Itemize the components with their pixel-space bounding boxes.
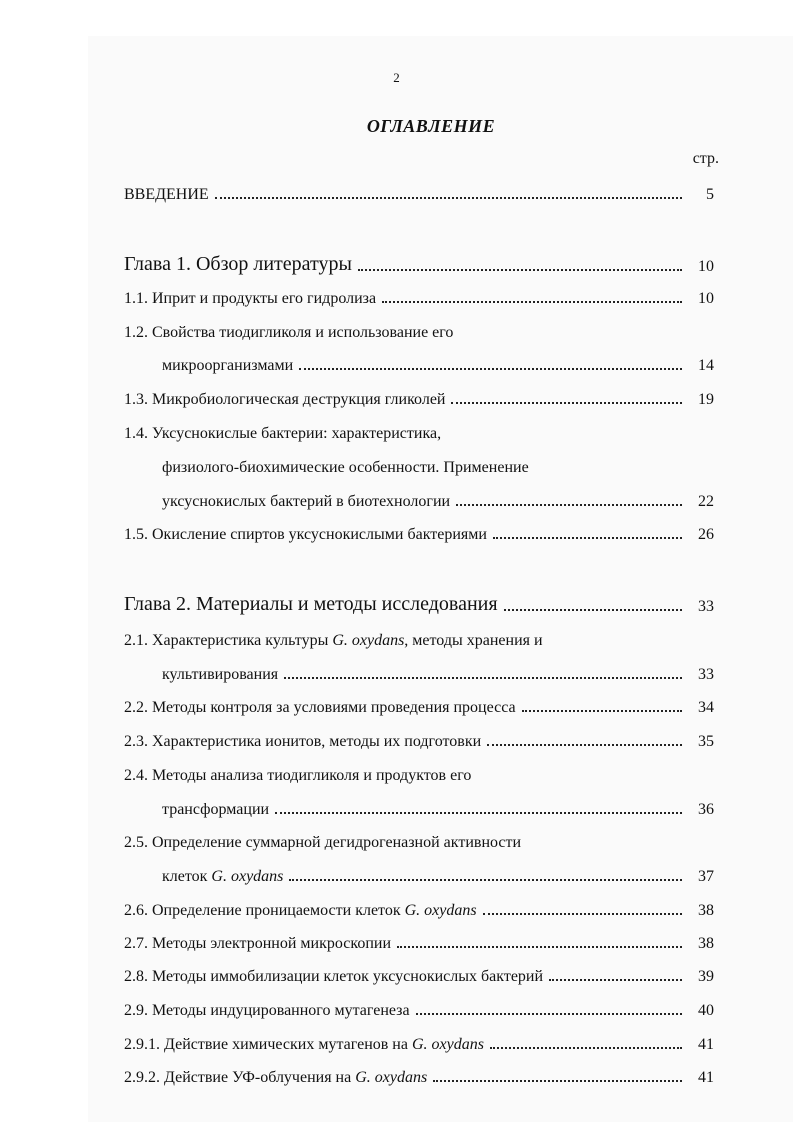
toc-entry-1-3[interactable]: 1.3. Микробиологическая деструкция гликолей 19 — [124, 391, 714, 408]
toc-entry-2-4-cont[interactable]: трансформации 36 — [162, 801, 714, 818]
toc-entry-2-1[interactable]: 2.1. Характеристика культуры G. oxydans, методы хранения и — [124, 632, 543, 649]
toc-entry-chapter-2[interactable]: Глава 2. Материалы и методы исследования 33 — [124, 593, 714, 615]
toc-entry-1-2[interactable]: 1.2. Свойства тиодигликоля и использование его — [124, 324, 454, 341]
toc-entry-chapter-1[interactable]: Глава 1. Обзор литературы 10 — [124, 253, 714, 275]
toc-entry-2-6[interactable]: 2.6. Определение проницаемости клеток G. oxydans 38 — [124, 902, 714, 919]
toc-entry-introduction[interactable]: ВВЕДЕНИЕ 5 — [124, 186, 714, 203]
toc-entry-2-9-1[interactable]: 2.9.1. Действие химических мутагенов на G. oxydans 41 — [124, 1036, 714, 1053]
toc-entry-2-4[interactable]: 2.4. Методы анализа тиодигликоля и продуктов его — [124, 767, 472, 784]
toc-entry-2-3[interactable]: 2.3. Характеристика ионитов, методы их подготовки 35 — [124, 733, 714, 750]
toc-entry-2-1-cont[interactable]: культивирования 33 — [162, 666, 714, 683]
toc-entry-2-8[interactable]: 2.8. Методы иммобилизации клеток уксуснокислых бактерий 39 — [124, 968, 714, 985]
toc-entry-2-9-2[interactable]: 2.9.2. Действие УФ-облучения на G. oxydans 41 — [124, 1069, 714, 1086]
page-number: 2 — [393, 70, 400, 85]
toc-entry-1-2-cont[interactable]: микроорганизмами 14 — [162, 357, 714, 374]
page-title: ОГЛАВЛЕНИЕ — [366, 116, 496, 136]
toc-entry-2-5[interactable]: 2.5. Определение суммарной дегидрогеназной активности — [124, 834, 522, 851]
page-column-label: стр. — [692, 150, 719, 167]
toc-entry-2-7[interactable]: 2.7. Методы электронной микроскопии 38 — [124, 935, 714, 952]
toc-entry-1-4-cont1: физиолого-биохимические особенности. Применение — [162, 459, 529, 476]
toc-entry-1-1[interactable]: 1.1. Иприт и продукты его гидролиза 10 — [124, 290, 714, 307]
toc-entry-2-9[interactable]: 2.9. Методы индуцированного мутагенеза 40 — [124, 1002, 714, 1019]
toc-entry-1-4-cont2[interactable]: уксуснокислых бактерий в биотехнологии 22 — [162, 493, 714, 510]
toc-entry-2-5-cont[interactable]: клеток G. oxydans 37 — [162, 868, 714, 885]
toc-entry-2-2[interactable]: 2.2. Методы контроля за условиями проведения процесса 34 — [124, 699, 714, 716]
toc-entry-1-5[interactable]: 1.5. Окисление спиртов уксуснокислыми бактериями 26 — [124, 526, 714, 543]
toc-entry-1-4[interactable]: 1.4. Уксуснокислые бактерии: характеристика, — [124, 425, 442, 442]
